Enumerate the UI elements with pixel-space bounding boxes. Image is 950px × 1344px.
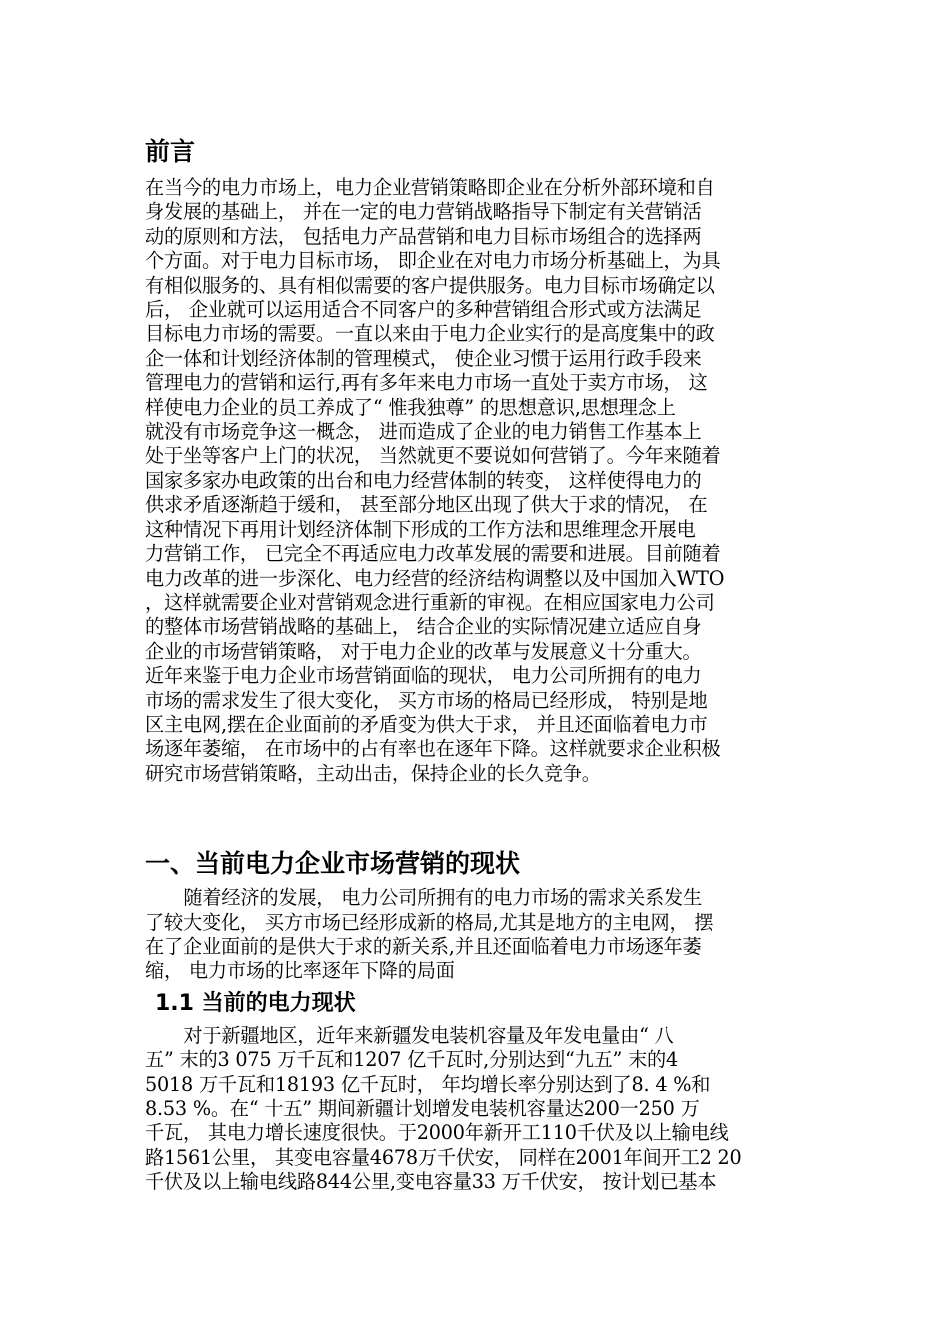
text-line: 5018 万千瓦和18193 亿千瓦时， 年均增长率分别达到了8. 4 %和 xyxy=(145,1072,711,1096)
section-1-1-heading: 1.1 当前的电力现状 xyxy=(155,990,356,1016)
text-line: 国家多家办电政策的出台和电力经营体制的转变， 这样使得电力的 xyxy=(145,468,702,492)
text-line: 在当今的电力市场上，电力企业营销策略即企业在分析外部环境和自 xyxy=(145,176,715,199)
text-line: 8.53 %。在“ 十五” 期间新疆计划增发电装机容量达200一250 万 xyxy=(145,1097,700,1120)
text-line: 处于坐等客户上门的状况， 当然就更不要说如何营销了。今年来随着 xyxy=(145,444,721,468)
text-line: 目标电力市场的需要。一直以来由于电力企业实行的是高度集中的政 xyxy=(145,322,715,346)
document-page xyxy=(145,130,810,1195)
text-line: 的整体市场营销战略的基础上， 结合企业的实际情况建立适应自身 xyxy=(145,615,702,639)
text-line: 企业的市场营销策略， 对于电力企业的改革与发展意义十分重大。 xyxy=(145,639,702,663)
text-line: 动的原则和方法， 包括电力产品营销和电力目标市场组合的选择两 xyxy=(145,224,702,248)
preface-paragraph xyxy=(145,176,810,786)
preface-heading: 前言 xyxy=(145,137,196,166)
text-line: 千伏及以上输电线路844公里,变电容量33 万千伏安， 按计划已基本 xyxy=(145,1170,717,1194)
text-line: 就没有市场竞争这一概念， 进而造成了企业的电力销售工作基本上 xyxy=(145,420,702,444)
text-line: 管理电力的营销和运行,再有多年来电力市场一直处于卖方市场， 这 xyxy=(145,371,708,395)
text-line: 研究市场营销策略，主动出击，保持企业的长久竞争。 xyxy=(145,761,601,785)
text-line: 个方面。对于电力目标市场， 即企业在对电力市场分析基础上，为具 xyxy=(145,249,721,273)
text-line: 了较大变化， 买方市场已经形成新的格局,尤其是地方的主电网， 摆 xyxy=(145,910,714,934)
text-line: 区主电网,摆在企业面前的矛盾变为供大于求， 并且还面临着电力市 xyxy=(145,712,708,736)
text-line: 这种情况下再用计划经济体制下形成的工作方法和思维理念开展电 xyxy=(145,517,696,541)
text-line: 有相似服务的、具有相似需要的客户提供服务。电力目标市场确定以 xyxy=(145,273,715,297)
text-line: 缩， 电力市场的比率逐年下降的局面 xyxy=(145,959,455,983)
text-line: 路1561公里， 其变电容量4678万千伏安， 同样在2001年间开工2 20 xyxy=(145,1145,742,1169)
text-line: 千瓦， 其电力增长速度很快。于2000年新开工110千伏及以上输电线 xyxy=(145,1121,729,1145)
text-line: 样使电力企业的员工养成了“ 惟我独尊” 的思想意识,思想理念上 xyxy=(145,395,676,419)
text-line: 电力改革的进一步深化、电力经营的经济结构调整以及中国加入WTO xyxy=(145,566,725,590)
text-line: 在了企业面前的是供大于求的新关系,并且还面临着电力市场逐年萎 xyxy=(145,934,702,958)
text-line: 企一体和计划经济体制的管理模式， 使企业习惯于运用行政手段来 xyxy=(145,346,702,370)
text-line: 供求矛盾逐渐趋于缓和， 甚至部分地区出现了供大于求的情况， 在 xyxy=(145,493,708,517)
text-line: 场逐年萎缩， 在市场中的占有率也在逐年下降。这样就要求企业积极 xyxy=(145,737,721,761)
text-line: 后， 企业就可以运用适合不同客户的多种营销组合形式或方法满足 xyxy=(145,298,702,322)
text-line: 身发展的基础上， 并在一定的电力营销战略指导下制定有关营销活 xyxy=(145,200,702,224)
text-line: 力营销工作， 已完全不再适应电力改革发展的需要和进展。目前随着 xyxy=(145,542,721,566)
text-line: 近年来鉴于电力企业市场营销面临的现状， 电力公司所拥有的电力 xyxy=(145,664,702,688)
section-1-1-paragraph xyxy=(145,1024,810,1195)
text-line: 随着经济的发展， 电力公司所拥有的电力市场的需求关系发生 xyxy=(183,886,702,910)
text-line: ，这样就需要企业对营销观念进行重新的审视。在相应国家电力公司 xyxy=(145,590,715,614)
text-line: 对于新疆地区，近年来新疆发电装机容量及年发电量由“ 八 xyxy=(183,1023,674,1047)
text-line: 五” 末的3 075 万千瓦和1207 亿千瓦时,分别达到“九五” 末的4 xyxy=(145,1048,679,1072)
section-1-paragraph xyxy=(145,886,810,984)
text-line: 市场的需求发生了很大变化， 买方市场的格局已经形成， 特别是地 xyxy=(145,688,708,712)
section-1-heading: 一、当前电力企业市场营销的现状 xyxy=(145,849,521,879)
